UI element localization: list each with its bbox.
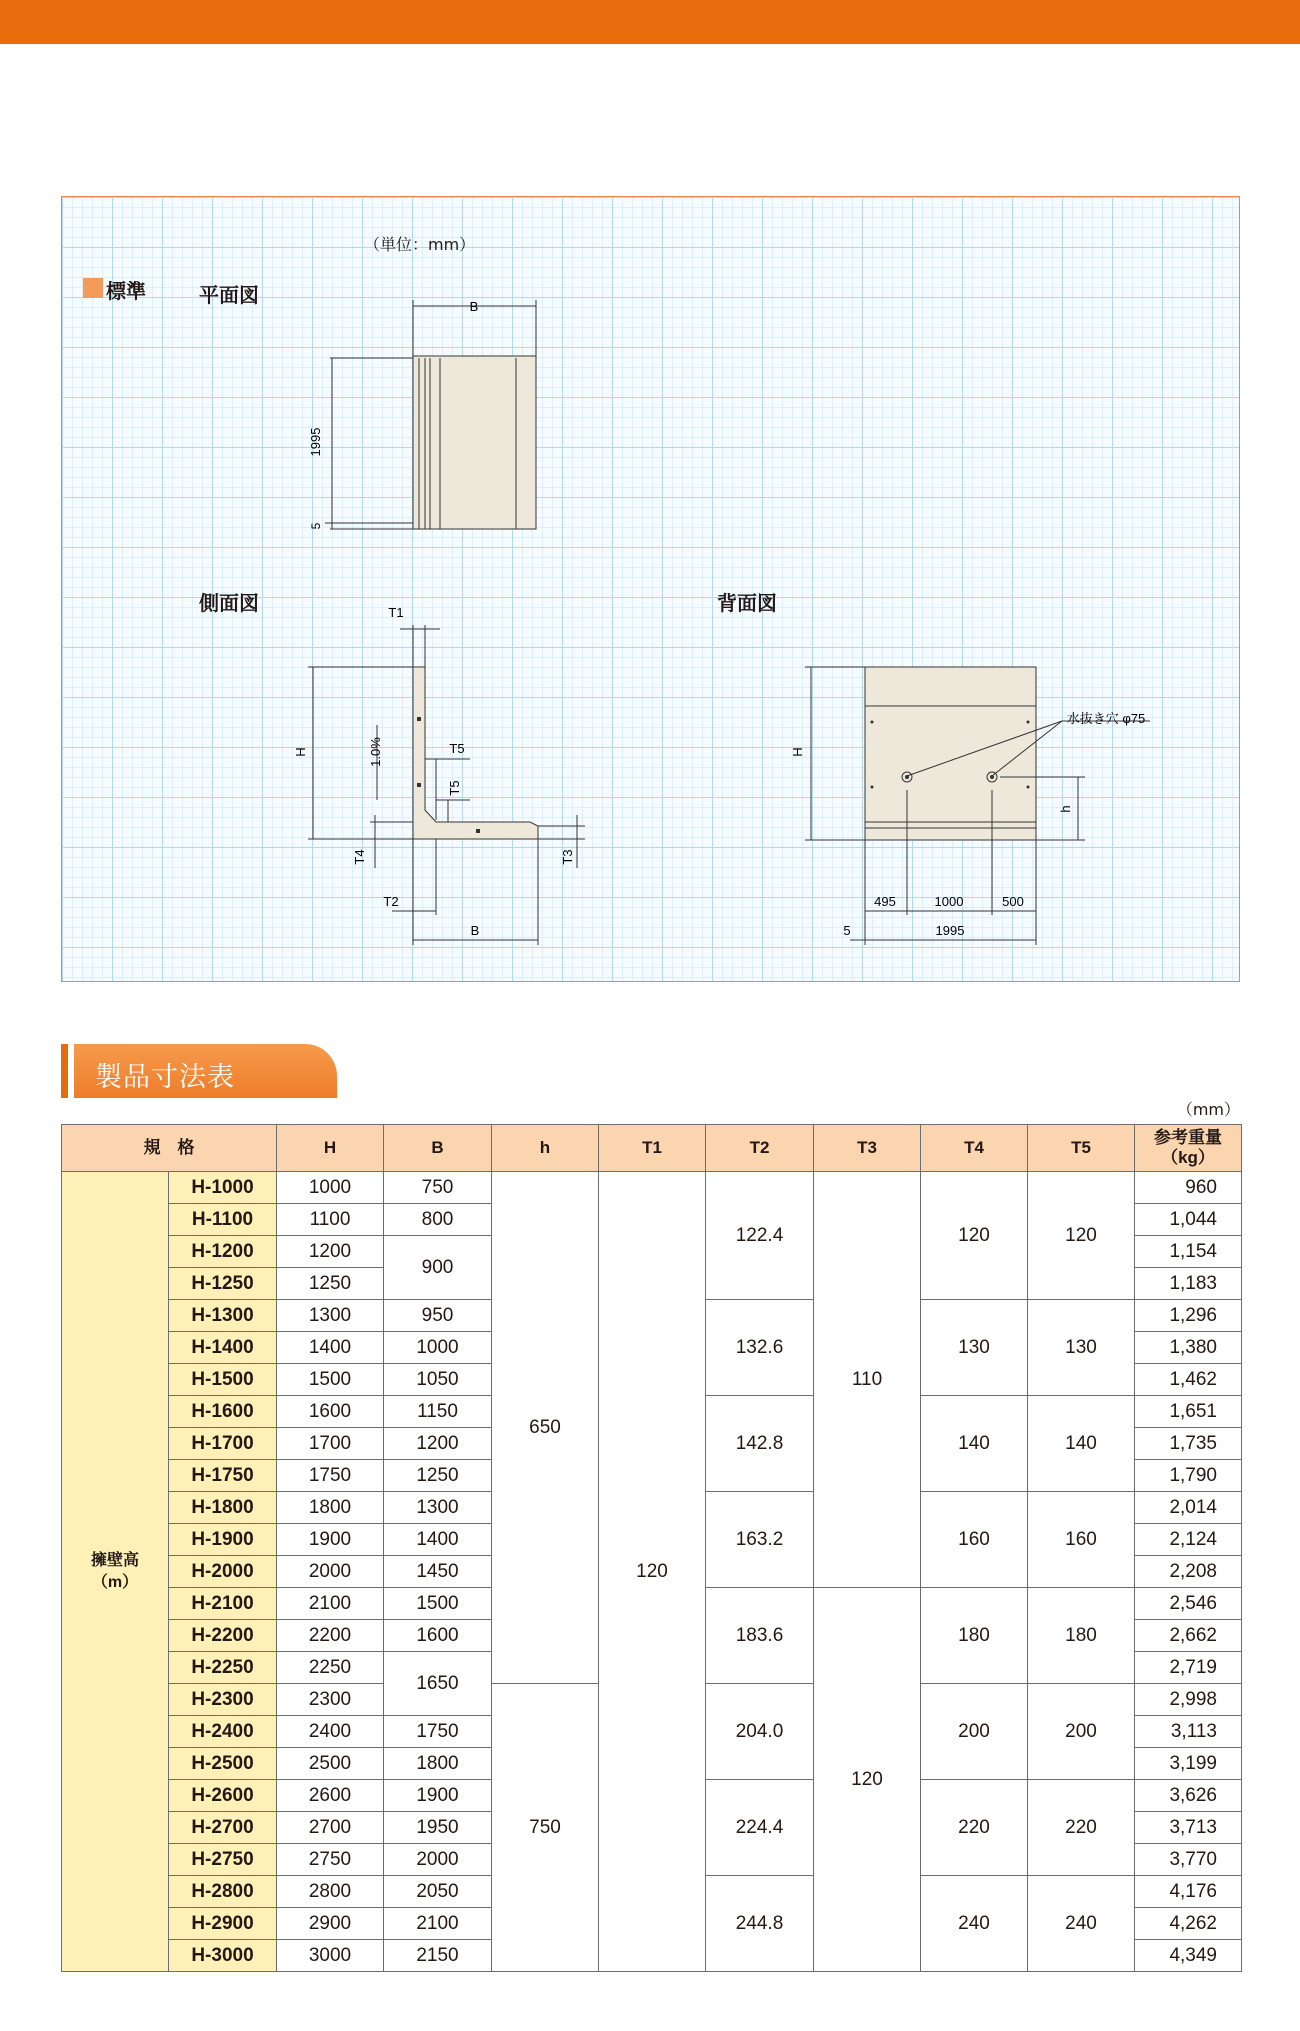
table-cell: 120 (814, 1588, 921, 1972)
table-cell: 3,113 (1135, 1716, 1242, 1748)
table-cell: 960 (1135, 1172, 1242, 1204)
header-B: B (384, 1125, 492, 1172)
table-cell: 200 (921, 1684, 1028, 1780)
table-cell: 4,176 (1135, 1876, 1242, 1908)
table-cell: 2,014 (1135, 1492, 1242, 1524)
back-5: 5 (843, 923, 851, 938)
table-cell: 2100 (384, 1908, 492, 1940)
table-cell: 1300 (384, 1492, 492, 1524)
side-view-label: 側面図 (199, 591, 259, 615)
back-H: H (790, 747, 805, 757)
header-H: H (277, 1125, 384, 1172)
table-cell: 1300 (277, 1300, 384, 1332)
category-line2: （m） (91, 1573, 139, 1591)
table-cell: H-1700 (169, 1428, 277, 1460)
table-cell: 220 (1028, 1780, 1135, 1876)
table-cell: 2200 (277, 1620, 384, 1652)
plan-length-label: 1995 (308, 427, 323, 457)
table-cell: 220 (921, 1780, 1028, 1876)
table-header-row (62, 1125, 1242, 1172)
table-cell: H-2200 (169, 1620, 277, 1652)
table-cell: 1,044 (1135, 1204, 1242, 1236)
table-cell: 3,199 (1135, 1748, 1242, 1780)
table-cell: 3,713 (1135, 1812, 1242, 1844)
table-cell: 180 (921, 1588, 1028, 1684)
table-cell: 120 (921, 1172, 1028, 1300)
table-cell: 1900 (277, 1524, 384, 1556)
table-cell: 1950 (384, 1812, 492, 1844)
category-cell (62, 1172, 169, 1972)
table-cell: 183.6 (706, 1588, 814, 1684)
plan-small-label: 5 (309, 522, 323, 530)
table-cell: 120 (599, 1172, 706, 1972)
table-cell: H-3000 (169, 1940, 277, 1972)
table-cell: 1650 (384, 1652, 492, 1716)
table-cell: 1600 (384, 1620, 492, 1652)
table-cell: 163.2 (706, 1492, 814, 1588)
table-cell: 950 (384, 1300, 492, 1332)
table-cell: H-2500 (169, 1748, 277, 1780)
back-h: h (1058, 805, 1073, 813)
table-cell: 1200 (277, 1236, 384, 1268)
back-view-label: 背面図 (717, 591, 777, 615)
table-cell: 122.4 (706, 1172, 814, 1300)
table-cell: 800 (384, 1204, 492, 1236)
table-cell: 1,735 (1135, 1428, 1242, 1460)
table-row (62, 1172, 1242, 1204)
table-cell: 180 (1028, 1588, 1135, 1684)
table-cell: H-1200 (169, 1236, 277, 1268)
plan-B-label: B (469, 299, 479, 314)
table-cell: 1400 (277, 1332, 384, 1364)
table-cell: 204.0 (706, 1684, 814, 1780)
back-hole-label: 水抜き穴 φ75 (1066, 711, 1146, 726)
table-cell: 1,154 (1135, 1236, 1242, 1268)
section-title-2: 製品寸法表 (95, 1062, 235, 1093)
table-cell: 1200 (384, 1428, 492, 1460)
table-cell: 130 (921, 1300, 1028, 1396)
header-h: h (492, 1125, 599, 1172)
unit-note: （単位：mm） (364, 235, 476, 254)
header-weight: 参考重量 （kg） (1135, 1125, 1242, 1172)
table-cell: 2400 (277, 1716, 384, 1748)
side-T5b: T5 (447, 780, 462, 796)
table-cell: 750 (384, 1172, 492, 1204)
table-cell: 1,296 (1135, 1300, 1242, 1332)
table-cell: 3,770 (1135, 1844, 1242, 1876)
section-header-dimension-table (61, 1044, 337, 1098)
back-view-drawing (0, 0, 1300, 1000)
table-cell: 2,546 (1135, 1588, 1242, 1620)
table-cell: 1,651 (1135, 1396, 1242, 1428)
table-cell: 2,719 (1135, 1652, 1242, 1684)
table-cell: 2800 (277, 1876, 384, 1908)
back-1995: 1995 (935, 923, 965, 938)
table-cell: 2500 (277, 1748, 384, 1780)
table-cell: 1400 (384, 1524, 492, 1556)
table-cell: H-1400 (169, 1332, 277, 1364)
table-cell: 650 (492, 1172, 599, 1684)
table-cell: 140 (1028, 1396, 1135, 1492)
table-cell: H-2600 (169, 1780, 277, 1812)
table-cell: 142.8 (706, 1396, 814, 1492)
dimension-table (61, 1124, 1242, 1972)
table-cell: 1,790 (1135, 1460, 1242, 1492)
table-cell: H-2000 (169, 1556, 277, 1588)
plan-view-label: 平面図 (199, 283, 259, 307)
table-cell: 1050 (384, 1364, 492, 1396)
table-cell: 2600 (277, 1780, 384, 1812)
table-cell: 130 (1028, 1300, 1135, 1396)
side-B: B (470, 923, 480, 938)
table-cell: 1700 (277, 1428, 384, 1460)
table-cell: H-1750 (169, 1460, 277, 1492)
table-cell: H-2100 (169, 1588, 277, 1620)
table-cell: 2,998 (1135, 1684, 1242, 1716)
table-cell: 1,380 (1135, 1332, 1242, 1364)
table-cell: H-1100 (169, 1204, 277, 1236)
table-cell: H-1300 (169, 1300, 277, 1332)
table-cell: 200 (1028, 1684, 1135, 1780)
table-cell: 2300 (277, 1684, 384, 1716)
table-cell: 132.6 (706, 1300, 814, 1396)
table-cell: 160 (921, 1492, 1028, 1588)
table-cell: H-2250 (169, 1652, 277, 1684)
table-cell: 2750 (277, 1844, 384, 1876)
table-cell: 1750 (384, 1716, 492, 1748)
table-cell: 750 (492, 1684, 599, 1972)
table-cell: 1,183 (1135, 1268, 1242, 1300)
table-cell: 2000 (277, 1556, 384, 1588)
table-unit-note: （mm） (1176, 1100, 1240, 1119)
table-cell: H-2700 (169, 1812, 277, 1844)
table-cell: H-2750 (169, 1844, 277, 1876)
table-cell: 3000 (277, 1940, 384, 1972)
table-cell: 1600 (277, 1396, 384, 1428)
table-cell: H-2300 (169, 1684, 277, 1716)
table-cell: 1250 (277, 1268, 384, 1300)
side-T1: T1 (388, 605, 404, 620)
back-500: 500 (1002, 894, 1024, 909)
table-cell: H-2800 (169, 1876, 277, 1908)
table-cell: 1100 (277, 1204, 384, 1236)
table-cell: H-1600 (169, 1396, 277, 1428)
table-cell: H-1800 (169, 1492, 277, 1524)
table-cell: H-1250 (169, 1268, 277, 1300)
table-cell: 2,662 (1135, 1620, 1242, 1652)
table-cell: 244.8 (706, 1876, 814, 1972)
table-cell: 4,349 (1135, 1940, 1242, 1972)
table-cell: 4,262 (1135, 1908, 1242, 1940)
side-H: H (293, 747, 308, 757)
table-cell: 1900 (384, 1780, 492, 1812)
table-cell: 1800 (384, 1748, 492, 1780)
header-T4: T4 (921, 1125, 1028, 1172)
side-slope: 1.0% (368, 737, 383, 767)
table-cell: 2,208 (1135, 1556, 1242, 1588)
table-cell: H-1900 (169, 1524, 277, 1556)
table-cell: 1750 (277, 1460, 384, 1492)
table-cell: 2,124 (1135, 1524, 1242, 1556)
table-cell: 1450 (384, 1556, 492, 1588)
table-cell: 224.4 (706, 1780, 814, 1876)
table-cell: 1,462 (1135, 1364, 1242, 1396)
side-T4: T4 (352, 849, 367, 865)
header-T5: T5 (1028, 1125, 1135, 1172)
legend-label: 標準 (106, 279, 146, 303)
table-cell: 140 (921, 1396, 1028, 1492)
table-cell: 2100 (277, 1588, 384, 1620)
table-cell: 160 (1028, 1492, 1135, 1588)
table-cell: 900 (384, 1236, 492, 1300)
side-T5a: T5 (449, 741, 465, 756)
table-cell: 2150 (384, 1940, 492, 1972)
table-cell: 2900 (277, 1908, 384, 1940)
table-cell: 240 (921, 1876, 1028, 1972)
table-cell: 1150 (384, 1396, 492, 1428)
header-spec: 規 格 (62, 1125, 277, 1172)
table-cell: 1800 (277, 1492, 384, 1524)
table-cell: 110 (814, 1172, 921, 1588)
table-cell: H-2400 (169, 1716, 277, 1748)
table-cell: 240 (1028, 1876, 1135, 1972)
table-cell: 120 (1028, 1172, 1135, 1300)
side-T2: T2 (383, 894, 399, 909)
table-cell: 2250 (277, 1652, 384, 1684)
table-cell: 1000 (277, 1172, 384, 1204)
side-T3: T3 (560, 849, 575, 865)
category-line1: 擁壁高 (90, 1551, 139, 1569)
table-cell: H-1500 (169, 1364, 277, 1396)
table-cell: 1500 (277, 1364, 384, 1396)
header-T2: T2 (706, 1125, 814, 1172)
back-1000: 1000 (934, 894, 964, 909)
table-cell: 2700 (277, 1812, 384, 1844)
back-495: 495 (874, 894, 896, 909)
header-T1: T1 (599, 1125, 706, 1172)
table-cell: 2000 (384, 1844, 492, 1876)
table-cell: 1500 (384, 1588, 492, 1620)
table-cell: H-2900 (169, 1908, 277, 1940)
header-T3: T3 (814, 1125, 921, 1172)
table-cell: 1250 (384, 1460, 492, 1492)
table-cell: 1000 (384, 1332, 492, 1364)
table-cell: 2050 (384, 1876, 492, 1908)
table-cell: 3,626 (1135, 1780, 1242, 1812)
table-cell: H-1000 (169, 1172, 277, 1204)
